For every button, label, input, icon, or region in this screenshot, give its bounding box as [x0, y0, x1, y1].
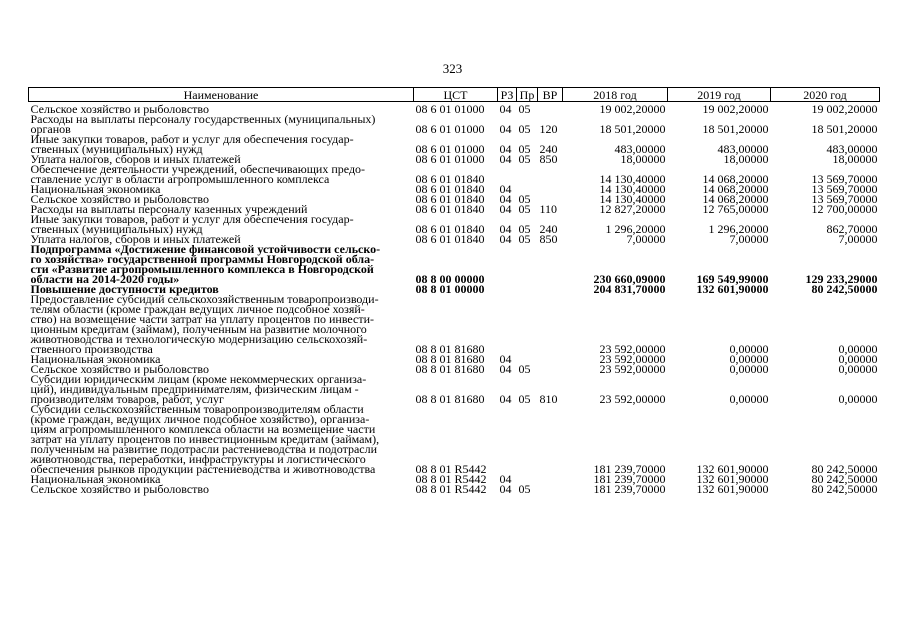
row-2020: 19 002,20000	[811, 102, 878, 116]
row-vr: 120	[539, 122, 558, 136]
row-name	[29, 134, 414, 154]
row-2020: 80 242,50000	[811, 462, 878, 476]
row-2020: 80 242,50000	[811, 282, 878, 296]
row-name-line: сти «Развитие агропромышленного комплекса в Новгородской	[30, 262, 374, 276]
row-name-line: животноводства и технологическую модернизацию сельскохозяй-	[30, 332, 368, 346]
row-2020: 129 233,29000	[805, 272, 878, 286]
header-rz: РЗ	[498, 88, 517, 102]
row-2018: 14 130,40000	[599, 192, 666, 206]
table-row	[29, 134, 880, 154]
row-name-line: Иные закупки товаров, работ и услуг для обеспечения государ-	[30, 212, 354, 226]
row-2020: 0,00000	[838, 342, 878, 356]
row-cst: 08 8 01 00000	[415, 282, 485, 296]
row-rz	[498, 294, 517, 354]
row-2019: 0,00000	[729, 352, 769, 366]
row-vr	[538, 294, 563, 354]
row-name	[29, 114, 414, 134]
row-2018: 23 592,00000	[599, 342, 666, 356]
row-2018: 23 592,00000	[599, 362, 666, 376]
row-name-line: Национальная экономика	[30, 352, 161, 366]
row-2020: 0,00000	[838, 352, 878, 366]
row-2018: 1 296,20000	[605, 222, 666, 236]
row-cst: 08 8 01 81680	[415, 352, 485, 366]
row-2018: 18 501,20000	[599, 122, 666, 136]
row-vr: 240	[539, 222, 558, 236]
row-cst: 08 6 01 01000	[415, 122, 485, 136]
row-cst: 08 8 01 81680	[415, 392, 485, 406]
row-pr	[517, 164, 538, 184]
row-rz: 04	[499, 482, 512, 496]
row-2020: 0,00000	[838, 392, 878, 406]
row-2019: 1 296,20000	[708, 222, 769, 236]
row-2020: 862,70000	[826, 222, 878, 236]
row-name-line: области на 2014-2020 годы»	[30, 272, 180, 286]
row-2019: 14 068,20000	[702, 182, 769, 196]
row-rz: 04	[499, 352, 512, 366]
row-name-line: Национальная экономика	[30, 182, 161, 196]
row-vr	[538, 102, 563, 115]
row-2018: 23 592,00000	[599, 352, 666, 366]
row-name-line: Субсидии юридическим лицам (кроме некоммерческих организа-	[30, 372, 367, 386]
row-2018: 12 827,20000	[599, 202, 666, 216]
header-vr: ВР	[538, 88, 563, 102]
header-2019: 2019 год	[668, 88, 771, 102]
row-name-line: ственного производства	[30, 342, 153, 356]
row-name-line: затрат на уплату процентов по инвестиционным кредитам (займам),	[30, 432, 380, 446]
row-cst: 08 6 01 01840	[415, 192, 485, 206]
row-2019: 14 068,20000	[702, 172, 769, 186]
row-name-line: ций), индивидуальным предпринимателям, физическим лицам -	[30, 382, 359, 396]
row-name-line: Иные закупки товаров, работ и услуг для обеспечения государ-	[30, 132, 354, 146]
table-row	[29, 214, 880, 234]
row-2018: 204 831,70000	[593, 282, 666, 296]
row-2020: 80 242,50000	[811, 472, 878, 486]
row-name-line: производителям товаров, работ, услуг	[30, 392, 224, 406]
row-vr	[538, 354, 563, 364]
row-2019: 132 601,90000	[696, 472, 769, 486]
row-rz: 04	[499, 222, 512, 236]
row-rz	[498, 244, 517, 284]
row-2018: 230 660,09000	[593, 272, 666, 286]
row-2019: 483,00000	[717, 142, 769, 156]
row-name-line: Сельское хозяйство и рыболовство	[30, 362, 210, 376]
row-2019: 7,00000	[729, 232, 769, 246]
row-cst: 08 6 01 01840	[415, 222, 485, 236]
row-name-line: ставление услуг в области агропромышленного комплекса	[30, 172, 330, 186]
row-2018: 18,00000	[620, 152, 666, 166]
row-vr	[538, 484, 563, 494]
row-cst: 08 8 01 R5442	[415, 472, 487, 486]
row-pr	[517, 404, 538, 474]
row-2019: 132 601,90000	[696, 462, 769, 476]
row-name-line: органов	[30, 122, 71, 136]
row-name-line: Уплата налогов, сборов и иных платежей	[30, 152, 241, 166]
row-name-line: Сельское хозяйство и рыболовство	[30, 192, 210, 206]
table-row	[29, 164, 880, 184]
row-cst: 08 6 01 01000	[415, 152, 485, 166]
row-name-line: Расходы на выплаты персоналу казенных учреждений	[30, 202, 308, 216]
table-row	[29, 294, 880, 354]
row-2018: 181 239,70000	[593, 462, 666, 476]
row-2019: 12 765,00000	[702, 202, 769, 216]
row-name	[29, 484, 414, 494]
row-2020: 483,00000	[826, 142, 878, 156]
row-name	[29, 164, 414, 184]
page-number: 323	[442, 61, 463, 76]
row-name	[29, 374, 414, 404]
row-2020: 12 700,00000	[811, 202, 878, 216]
row-rz: 04	[499, 192, 512, 206]
row-vr: 810	[539, 392, 558, 406]
row-2019: 18 501,20000	[702, 122, 769, 136]
row-pr	[517, 294, 538, 354]
row-rz: 04	[499, 392, 512, 406]
row-2020: 0,00000	[838, 362, 878, 376]
row-name	[29, 404, 414, 474]
row-pr: 05	[518, 152, 531, 166]
row-name-line: обеспечения рынков продукции растениеводства и животноводства	[30, 462, 376, 476]
row-rz: 04	[499, 362, 512, 376]
row-cst: 08 8 00 00000	[415, 272, 485, 286]
header-pr: Пр	[517, 88, 538, 102]
table-body	[29, 102, 880, 495]
row-name-line: полученным на развитие подотрасли растениеводства и подотрасли	[30, 442, 378, 456]
row-vr	[538, 184, 563, 194]
row-name-line: телям области (кроме граждан ведущих личное подсобное хозяй-	[30, 302, 365, 316]
row-2019: 132 601,90000	[696, 282, 769, 296]
row-name-line: Повышение доступности кредитов	[30, 282, 219, 296]
row-name-line: Национальная экономика	[30, 472, 161, 486]
row-cst: 08 8 01 81680	[415, 362, 485, 376]
row-2019: 19 002,20000	[702, 102, 769, 116]
row-2018: 483,00000	[614, 142, 666, 156]
header-2020: 2020 год	[771, 88, 880, 102]
row-rz	[498, 284, 517, 294]
row-vr	[538, 364, 563, 374]
row-cst: 08 6 01 01840	[415, 232, 485, 246]
row-vr: 850	[539, 232, 558, 246]
row-name-line: ционным кредитам (займам), полученным на развитие молочного	[30, 322, 367, 336]
budget-table	[28, 87, 880, 494]
table-row	[29, 484, 880, 494]
row-name	[29, 294, 414, 354]
row-2018: 23 592,00000	[599, 392, 666, 406]
row-name-line: го хозяйства» государственной программы Новгородской обла-	[30, 252, 375, 266]
row-rz: 04	[499, 152, 512, 166]
table-row	[29, 114, 880, 134]
row-vr: 240	[539, 142, 558, 156]
row-name-line: ственных (муниципальных) нужд	[30, 222, 203, 236]
row-rz: 04	[499, 102, 512, 116]
row-2019: 169 549,99000	[696, 272, 769, 286]
row-pr	[517, 284, 538, 294]
row-rz: 04	[499, 122, 512, 136]
row-name-line: Уплата налогов, сборов и иных платежей	[30, 232, 241, 246]
row-name	[29, 244, 414, 284]
row-name-line: Обеспечение деятельности учреждений, обеспечивающих предо-	[30, 162, 366, 176]
row-cst: 08 6 01 01840	[415, 182, 485, 196]
row-pr: 05	[518, 362, 531, 376]
row-pr: 05	[518, 482, 531, 496]
row-pr	[517, 244, 538, 284]
row-vr: 110	[539, 202, 558, 216]
row-pr: 05	[518, 222, 531, 236]
row-2020: 18,00000	[832, 152, 878, 166]
row-cst: 08 6 01 01840	[415, 172, 485, 186]
row-2020: 13 569,70000	[811, 192, 878, 206]
row-name-line: (кроме граждан, ведущих личное подсобное хозяйство), организа-	[30, 412, 370, 426]
row-vr	[538, 244, 563, 284]
row-name	[29, 214, 414, 234]
row-2018: 19 002,20000	[599, 102, 666, 116]
row-cst: 08 6 01 01840	[415, 202, 485, 216]
row-pr: 05	[518, 202, 531, 216]
row-pr: 05	[518, 232, 531, 246]
row-vr	[538, 474, 563, 484]
row-name-line: ственных (муниципальных) нужд	[30, 142, 203, 156]
row-vr	[538, 164, 563, 184]
row-2019: 132 601,90000	[696, 482, 769, 496]
row-pr: 05	[518, 192, 531, 206]
row-pr: 05	[518, 142, 531, 156]
row-rz: 04	[499, 182, 512, 196]
row-rz: 04	[499, 202, 512, 216]
row-2018: 14 130,40000	[599, 172, 666, 186]
row-rz	[498, 164, 517, 184]
row-name-line: Предоставление субсидий сельскохозяйственным товаропроизводи-	[30, 292, 379, 306]
row-name-line: Подпрограмма «Достижение финансовой устойчивости сельско-	[30, 242, 381, 256]
row-pr: 05	[518, 392, 531, 406]
table-row	[29, 244, 880, 284]
row-name-line: Расходы на выплаты персоналу государственных (муниципальных)	[30, 112, 376, 126]
row-2018: 181 239,70000	[593, 482, 666, 496]
row-cst: 08 8 01 R5442	[415, 482, 487, 496]
row-2019: 18,00000	[723, 152, 769, 166]
row-name-line: Сельское хозяйство и рыболовство	[30, 102, 210, 116]
row-vr: 850	[539, 152, 558, 166]
row-rz: 04	[499, 142, 512, 156]
row-name-line: животноводства, переработки, инфраструктуры и логистического	[30, 452, 366, 466]
table-row	[29, 374, 880, 404]
row-pr: 05	[518, 102, 531, 116]
row-2020: 80 242,50000	[811, 482, 878, 496]
row-name-line: циям агропромышленного комплекса области на возмещение части	[30, 422, 376, 436]
row-2020: 7,00000	[838, 232, 878, 246]
row-name-line: Сельское хозяйство и рыболовство	[30, 482, 210, 496]
row-2018: 7,00000	[626, 232, 666, 246]
row-vr	[538, 404, 563, 474]
row-rz: 04	[499, 232, 512, 246]
row-rz: 04	[499, 472, 512, 486]
row-cst: 08 8 01 81680	[415, 342, 485, 356]
row-vr	[538, 284, 563, 294]
header-cst: ЦСТ	[414, 88, 498, 102]
row-name-line: ство) на возмещение части затрат на уплату процентов по инвести-	[30, 312, 375, 326]
row-cst: 08 6 01 01000	[415, 102, 485, 116]
row-pr: 05	[518, 122, 531, 136]
row-name-line: Субсидии сельскохозяйственным товаропроизводителям области	[30, 402, 364, 416]
table-row	[29, 404, 880, 474]
row-2018: 14 130,40000	[599, 182, 666, 196]
row-2018: 181 239,70000	[593, 472, 666, 486]
row-2020: 18 501,20000	[811, 122, 878, 136]
row-rz	[498, 404, 517, 474]
row-2019: 0,00000	[729, 342, 769, 356]
row-2019: 0,00000	[729, 362, 769, 376]
row-cst: 08 8 01 R5442	[415, 462, 487, 476]
row-2020: 13 569,70000	[811, 182, 878, 196]
header-name: Наименование	[29, 88, 414, 102]
row-2019: 14 068,20000	[702, 192, 769, 206]
row-2019: 0,00000	[729, 392, 769, 406]
row-cst: 08 6 01 01000	[415, 142, 485, 156]
header-2018: 2018 год	[563, 88, 668, 102]
row-2020: 13 569,70000	[811, 172, 878, 186]
table-header-row	[29, 88, 880, 102]
